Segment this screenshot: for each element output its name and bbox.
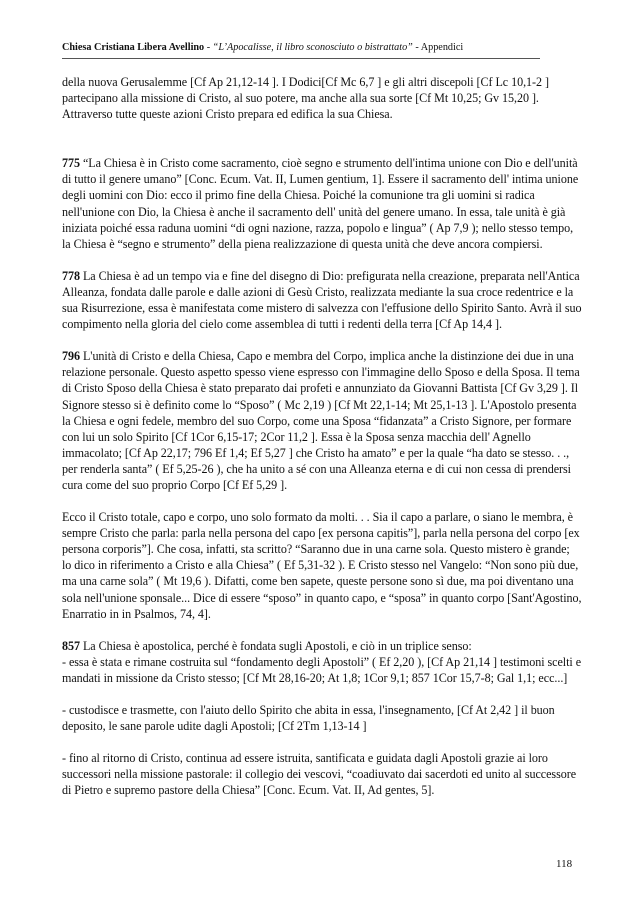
paragraph-text: - custodisce e trasmette, con l'aiuto dello Spirito che abita in essa, l'insegnamento, [Cf At 2,42 ] il buon deposito, le sane parole udite dagli Apostoli; [Cf 2Tm 1,13-14 ] [62,703,555,734]
paragraph-number: 778 [62,268,80,283]
page-number: 118 [556,858,573,870]
paragraph-intro [62,74,582,122]
paragraph-quote [62,509,582,622]
paragraph-number: 857 [62,638,80,653]
paragraph-778 [62,268,582,332]
paragraph-list-item-3 [62,750,582,798]
paragraph-text: della nuova Gerusalemme [Cf Ap 21,12-14 ]. I Dodici[Cf Mc 6,7 ] e gli altri discepoli [Cf Lc 10,1-2 ] partecipano alla missione di Cristo, al suo potere, ma anche alla sua sorte [Cf Mt 10,25; Gv 15,20 ]. Attraverso tutte queste azioni Cristo prepara ed edifica la sua Chiesa. [62,75,549,122]
paragraph-text: - fino al ritorno di Cristo, continua ad essere istruita, santificata e guidata dagli Apostoli grazie ai loro successori nella missione pastorale: il collegio dei vescovi, “coadiuvato dai sacerdoti ed unito al successore di Pietro e supremo pastore della Chiesa” [Conc. Ecum. Vat. II, Ad gentes, 5]. [62,751,577,798]
header-section: - Appendici [412,42,464,53]
paragraph-775 [62,155,582,252]
paragraph-number: 775 [62,156,80,171]
header-rule [62,58,540,59]
paragraph-text: L'unità di Cristo e della Chiesa, Capo e membra del Corpo, implica anche la distinzione dei due in una relazione personale. Questo aspetto spesso viene espresso con l'immagine dello Sposo e della Sposa. Il tema di Cristo Sposo della Chiesa è stato preparato dai profeti e annunziato da Giovanni Battista [Cf Gv 3,29 ]. Il Signore stesso si è definito come lo “Sposo” ( Mc 2,19 ) [Cf Mt 22,1-14; Mt 25,1-13 ]. L'Apostolo presenta la Chiesa e ogni fedele, membro del suo Corpo, come una Sposa “fidanzata” a Cristo Signore, per formare con lui un solo Spirito [Cf 1Cor 6,15-17; 2Cor 11,2 ]. Essa è la Sposa senza macchia dell' Agnello immacolato; [Cf Ap 22,17; 796 Ef 1,4; Ef 5,27 ] che Cristo ha amato” e per la quale “ha dato se stesso. . ., per renderla santa” ( Ef 5,25-26 ), che ha unito a sé con una Alleanza eterna e di cui non cessa di prendersi cura come del suo proprio Corpo [Cf Ef 5,29 ]. [62,349,580,492]
header-org: Chiesa Cristiana Libera Avellino [62,42,205,53]
paragraph-list-item-2 [62,702,582,734]
paragraph-text: La Chiesa è apostolica, perché è fondata sugli Apostoli, e ciò in un triplice senso: - essa è stata e rimane costruita sul “fondamento degli Apostoli” ( Ef 2,20 ), [Cf Ap 21,14 ] testimoni scelti e mandati in missione da Cristo stesso; [Cf Mt 28,16-20; At 1,8; 1Cor 9,1; 857 1Cor 15,7-8; Gal 1,1; ecc...] [62,638,582,685]
header-separator: - [204,42,213,53]
paragraph-text: “La Chiesa è in Cristo come sacramento, cioè segno e strumento dell'intima unione con Dio e dell'unità di tutto il genere umano” [Conc. Ecum. Vat. II, Lumen gentium, 1]. Essere il sacramento dell' intima unione degli uomini con Dio: ecco il primo fine della Chiesa. Poiché la comunione tra gli uomini si radica nell'unione con Dio, la Chiesa è anche il sacramento dell' unità del genere umano. In essa, tale unità è già iniziata poiché essa raduna uomini “di ogni nazione, razza, popolo e lingua” ( Ap 7,9 ); nello stesso tempo, la Chiesa è “segno e strumento” della piena realizzazione di questa unità che deve ancora compiersi. [62,156,579,251]
paragraph-796 [62,348,582,493]
paragraph-text: La Chiesa è ad un tempo via e fine del disegno di Dio: prefigurata nella creazione, preparata nell'Antica Alleanza, fondata dalle parole e dalle azioni di Gesù Cristo, realizzata mediante la sua croce redentrice e la sua Risurrezione, essa è manifestata come mistero di salvezza con l'effusione dello Spirito Santo. Avrà il suo compimento nella gloria del cielo come assemblea di tutti i redenti della terra [Cf Ap 14,4 ]. [62,268,582,332]
page-body [62,74,582,814]
running-header [62,41,582,54]
paragraph-number: 796 [62,349,80,364]
paragraph-text: Ecco il Cristo totale, capo e corpo, uno solo formato da molti. . . Sia il capo a parlare, o siano le membra, è sempre Cristo che parla: parla nella persona del capo [ex persona capitis”], parla nella persona del corpo [ex persona corporis”]. Che cosa, infatti, sta scritto? “Saranno due in una carne sola. Questo mistero è grande; lo dico in riferimento a Cristo e alla Chiesa” ( Ef 5,31-32 ). E Cristo stesso nel Vangelo: “Non sono più due, ma una carne sola” ( Mt 19,6 ). Difatti, come ben sapete, queste persone sono sì due, ma poi diventano una sola nell'unione sponsale... Dice di essere “sposo” in quanto capo, e “sposa” in quanto corpo [Sant'Agostino, Enarratio in in Psalmos, 74, 4]. [62,510,582,621]
header-title: “L’Apocalisse, il libro sconosciuto o bistrattato” [212,42,413,53]
paragraph-857 [62,638,582,686]
